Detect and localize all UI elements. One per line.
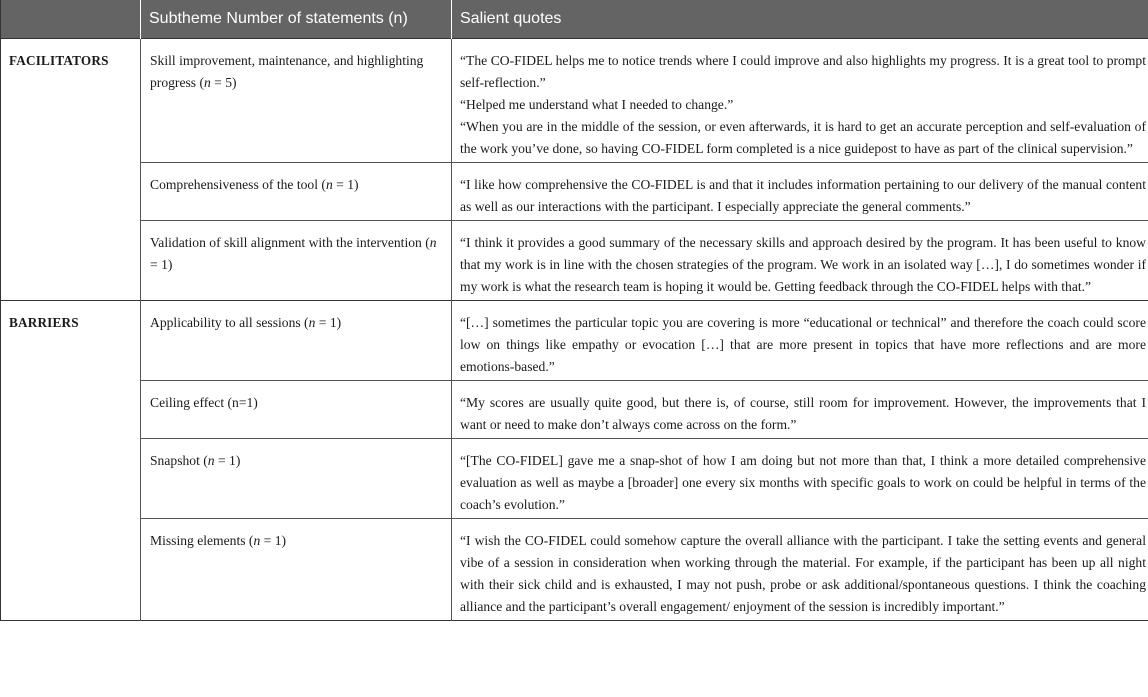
table-row [1,439,1148,519]
quotes-cell [452,439,1148,519]
table-row [1,163,1148,221]
quote-text: “[The CO-FIDEL] gave me a snap-shot of how I am doing but not more than that, I think a more detailed comprehensive evaluation as well as maybe a [broader] one every six months with specific goals to work on could be helpful in terms of the coach’s evolution.” [460,453,1146,512]
theme-cell: FACILITATORS [1,39,141,301]
quote-text: “[…] sometimes the particular topic you are covering is more “educational or technical” and therefore the coach could score low on things like empathy or evocation […] that are more present in topics that have more reflections and are more emotions-based.” [460,315,1146,374]
header-row [1,0,1148,39]
header-subtheme: Subtheme Number of statements (n) [141,0,452,39]
quote-text: “My scores are usually quite good, but there is, of course, still room for improvement. However, the improvements that I want or need to make don’t always come across on the form.” [460,395,1146,432]
quotes-cell [452,163,1148,221]
table-row [1,381,1148,439]
subtheme-cell: Applicability to all sessions (n = 1) [141,301,452,381]
subtheme-cell: Validation of skill alignment with the intervention (n = 1) [141,221,452,301]
header-theme [1,0,141,39]
table-row [1,519,1148,621]
table-row [1,221,1148,301]
quote-text: “The CO-FIDEL helps me to notice trends where I could improve and also highlights my progress. It is a great tool to prompt self-reflection.” [460,53,1146,90]
subtheme-cell: Comprehensiveness of the tool (n = 1) [141,163,452,221]
subtheme-cell: Snapshot (n = 1) [141,439,452,519]
header-quotes: Salient quotes [452,0,1148,39]
quotes-cell [452,519,1148,621]
table-row [1,39,1148,163]
quotes-cell [452,301,1148,381]
quote-text: “Helped me understand what I needed to change.” [460,97,734,112]
table-body [1,39,1148,621]
quote-text: “When you are in the middle of the session, or even afterwards, it is hard to get an accurate perception and self-evaluation of the work you’ve done, so having CO-FIDEL form completed is a nice guidepost to have as part of the clinical supervision.” [460,119,1146,156]
quotes-cell [452,221,1148,301]
theme-cell: BARRIERS [1,301,141,621]
table-row [1,301,1148,381]
subtheme-cell: Missing elements (n = 1) [141,519,452,621]
quote-text: “I wish the CO-FIDEL could somehow capture the overall alliance with the participant. I take the setting events and general vibe of a session in consideration when working through the material. For example, if the participant has been up all night with their sick child and is exhausted, I may not push, probe or ask additional/spontaneous questions. I think the coaching alliance and the participant’s overall engagement/ enjoyment of the session is incredibly important.” [460,533,1146,614]
quote-text: “I like how comprehensive the CO-FIDEL is and that it includes information pertaining to our delivery of the manual content as well as our interactions with the participant. I especially appreciate the general comments.” [460,177,1146,214]
subtheme-cell: Skill improvement, maintenance, and highlighting progress (n = 5) [141,39,452,163]
subtheme-cell: Ceiling effect (n=1) [141,381,452,439]
quote-text: “I think it provides a good summary of the necessary skills and approach desired by the program. It has been useful to know that my work is in line with the chosen strategies of the program. We work in an isolated way […], I do sometimes wonder if my work is what the research team is hoping it would be. Getting feedback through the CO-FIDEL helps with that.” [460,235,1146,294]
quotes-cell [452,39,1148,163]
quotes-cell [452,381,1148,439]
